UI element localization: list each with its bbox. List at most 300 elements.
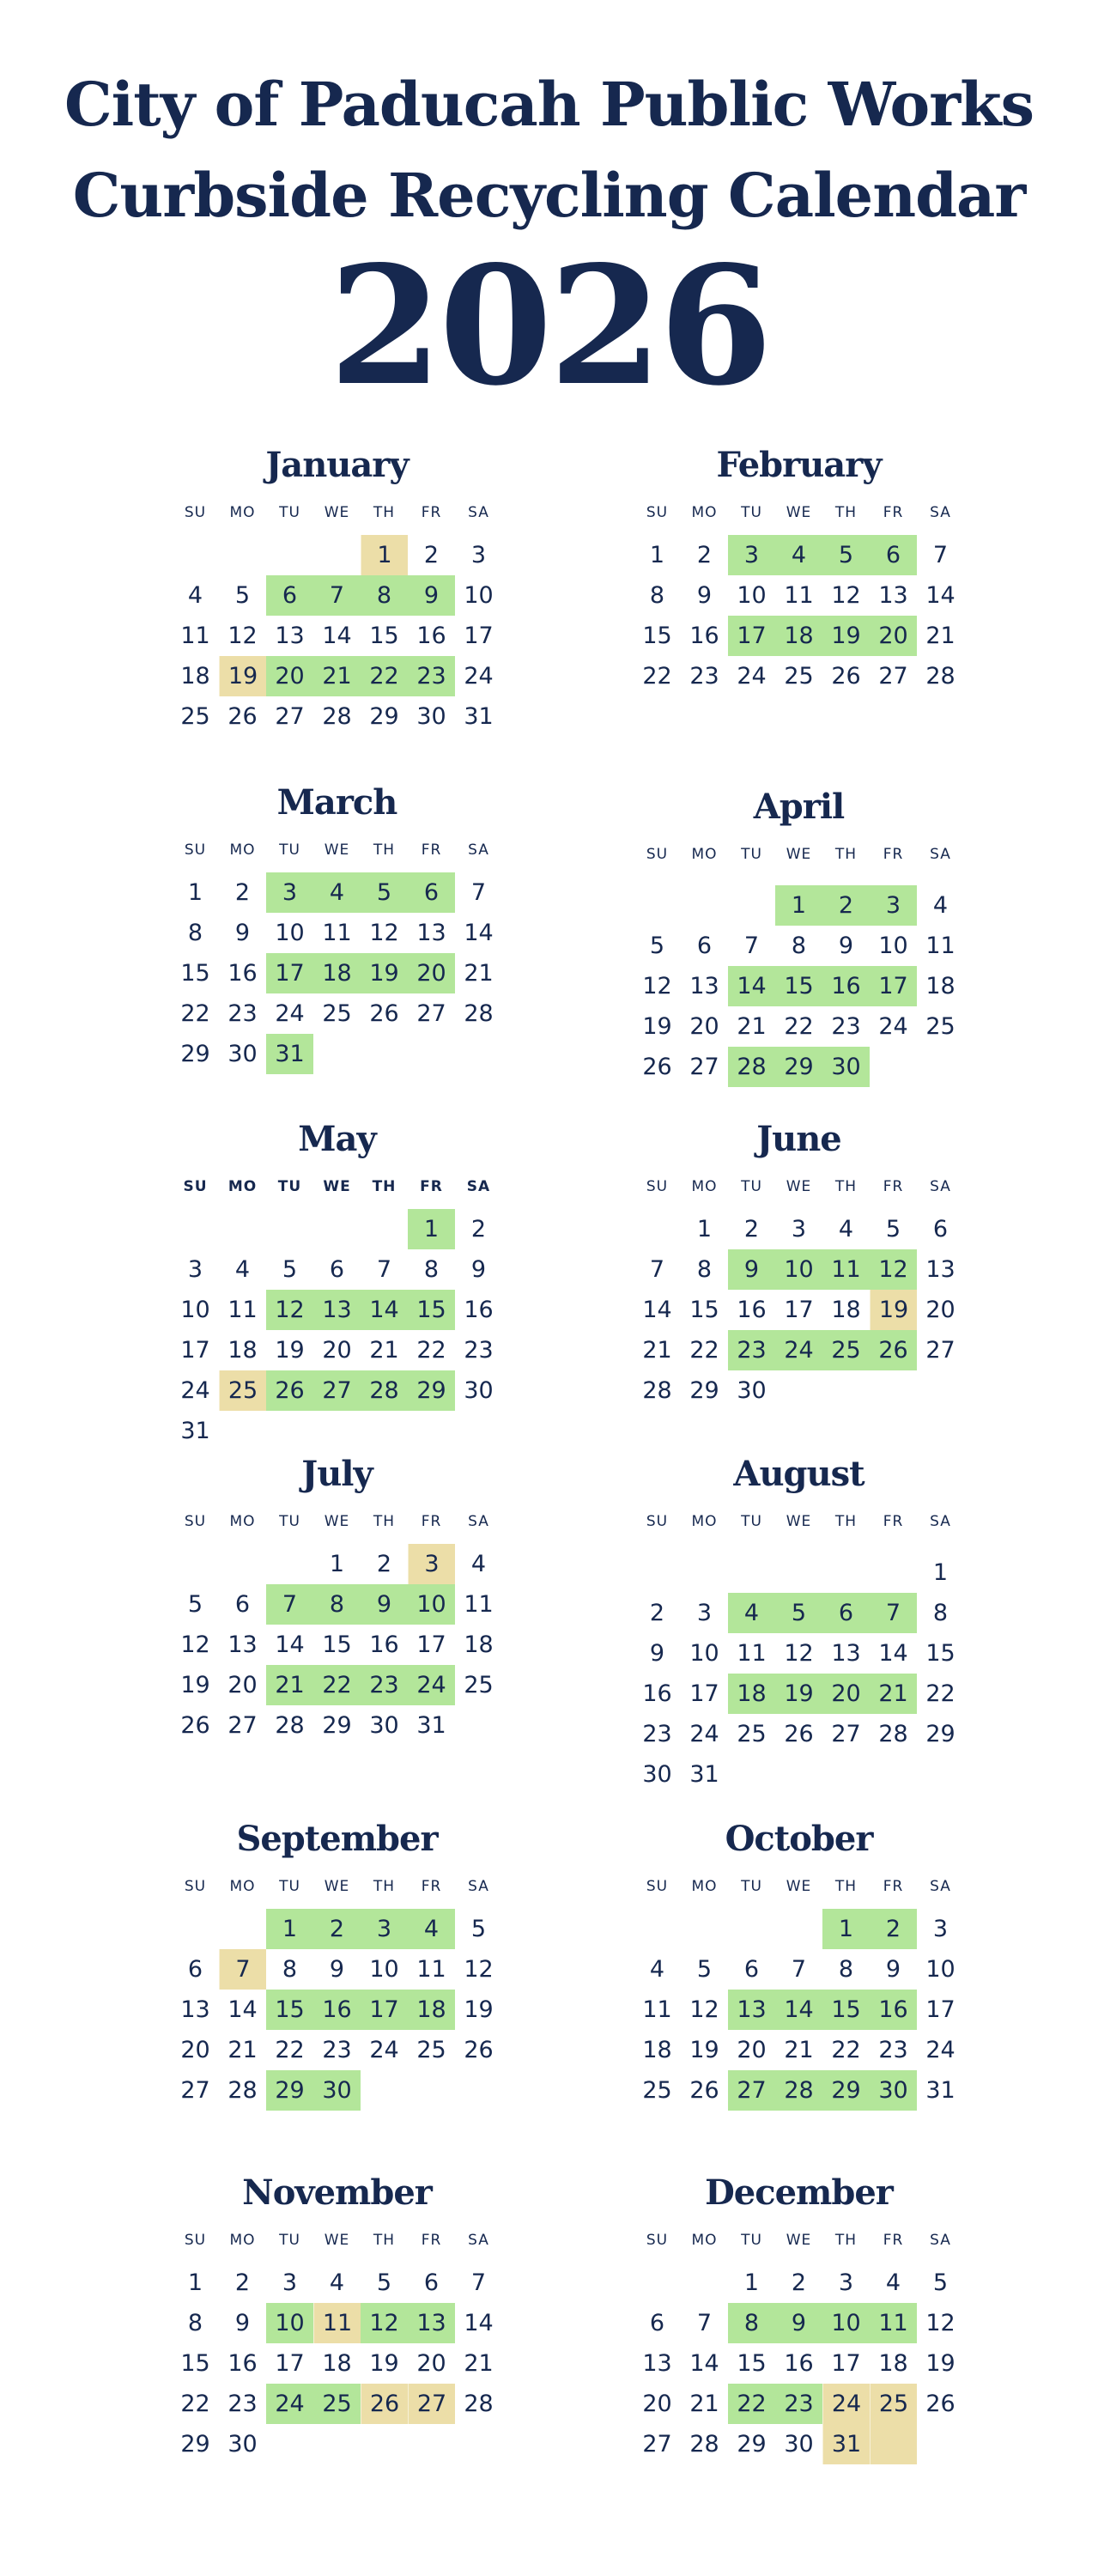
weekday-label: MO xyxy=(229,2232,256,2249)
pickup-day: 2 xyxy=(870,1909,917,1949)
weekday-label: TH xyxy=(373,2232,396,2249)
pickup-day: 26 xyxy=(870,1330,917,1370)
pickup-day: 14 xyxy=(728,966,775,1006)
pickup-day: 29 xyxy=(822,2070,870,2111)
calendar-day: 9 xyxy=(885,1955,901,1983)
calendar-day: 10 xyxy=(689,1639,719,1667)
pickup-day: 12 xyxy=(266,1290,313,1330)
weekday-label: SA xyxy=(468,841,489,859)
weekday-label: SU xyxy=(646,1878,669,1895)
weekday-label: TH xyxy=(834,846,858,863)
calendar-day: 18 xyxy=(227,1336,258,1364)
holiday-day: 24 xyxy=(822,2384,870,2424)
weekday-label: SU xyxy=(646,2232,669,2249)
calendar-day: 19 xyxy=(925,2349,955,2377)
calendar-day: 10 xyxy=(737,581,767,609)
pickup-day: 1 xyxy=(266,1909,313,1949)
calendar-day: 27 xyxy=(831,1720,861,1747)
calendar-day: 7 xyxy=(470,2269,487,2296)
weekday-label: SA xyxy=(468,2232,489,2249)
calendar-day: 27 xyxy=(416,999,446,1027)
calendar-day: 23 xyxy=(227,2390,258,2417)
calendar-day: 13 xyxy=(180,1996,210,2023)
weekday-label: SU xyxy=(184,2232,207,2249)
calendar-day: 15 xyxy=(180,959,210,987)
calendar-day: 18 xyxy=(831,1296,861,1323)
pickup-day: 1 xyxy=(822,1909,870,1949)
pickup-day: 10 xyxy=(822,2303,870,2343)
calendar-day: 25 xyxy=(322,999,352,1027)
calendar-day: 8 xyxy=(187,2309,203,2336)
calendar-day: 23 xyxy=(464,1336,494,1364)
calendar-day: 15 xyxy=(642,622,672,649)
calendar-day: 9 xyxy=(649,1639,665,1667)
pickup-day: 30 xyxy=(822,1047,870,1087)
calendar-day: 5 xyxy=(932,2269,949,2296)
calendar-day: 16 xyxy=(737,1296,767,1323)
pickup-day: 6 xyxy=(870,535,917,575)
pickup-day: 23 xyxy=(361,1665,408,1705)
calendar-day: 2 xyxy=(649,1599,665,1626)
calendar-day: 2 xyxy=(234,2269,251,2296)
calendar-day: 11 xyxy=(180,622,210,649)
pickup-day: 5 xyxy=(775,1593,822,1633)
calendar-day: 11 xyxy=(416,1955,446,1983)
calendar-day: 25 xyxy=(416,2036,446,2063)
calendar-day: 23 xyxy=(878,2036,908,2063)
calendar-day: 22 xyxy=(275,2036,305,2063)
weekday-label: TU xyxy=(741,1878,762,1895)
weekday-label: TU xyxy=(741,1178,762,1195)
calendar-day: 1 xyxy=(329,1550,345,1577)
pickup-day: 2 xyxy=(313,1909,361,1949)
weekday-label: TU xyxy=(741,846,762,863)
pickup-day: 1 xyxy=(775,885,822,926)
weekday-label: SA xyxy=(930,846,951,863)
calendar-day: 13 xyxy=(275,622,305,649)
calendar-day: 14 xyxy=(464,919,494,946)
calendar-day: 23 xyxy=(831,1012,861,1040)
pickup-day: 18 xyxy=(728,1674,775,1714)
calendar-day: 4 xyxy=(329,2269,345,2296)
calendar-day: 26 xyxy=(369,999,399,1027)
calendar-day: 10 xyxy=(369,1955,399,1983)
calendar-day: 20 xyxy=(180,2036,210,2063)
calendar-day: 9 xyxy=(234,2309,251,2336)
calendar-day: 20 xyxy=(925,1296,955,1323)
calendar-day: 12 xyxy=(689,1996,719,2023)
pickup-day: 19 xyxy=(822,616,870,656)
pickup-day: 8 xyxy=(728,2303,775,2343)
pickup-day: 25 xyxy=(313,2384,361,2424)
calendar-day: 11 xyxy=(737,1639,767,1667)
calendar-day: 12 xyxy=(784,1639,814,1667)
calendar-day: 27 xyxy=(925,1336,955,1364)
calendar-day: 17 xyxy=(831,2349,861,2377)
calendar-day: 14 xyxy=(464,2309,494,2336)
pickup-day: 24 xyxy=(775,1330,822,1370)
pickup-day: 24 xyxy=(408,1665,455,1705)
calendar-day: 11 xyxy=(784,581,814,609)
year-heading: 2026 xyxy=(329,230,769,422)
pickup-day: 22 xyxy=(361,656,408,696)
weekday-label: FR xyxy=(883,846,904,863)
calendar-day: 14 xyxy=(322,622,352,649)
calendar-day: 6 xyxy=(932,1215,949,1242)
calendar-day: 25 xyxy=(737,1720,767,1747)
calendar-day: 30 xyxy=(737,1376,767,1404)
pickup-day: 2 xyxy=(822,885,870,926)
calendar-day: 29 xyxy=(180,2430,210,2458)
calendar-day: 4 xyxy=(885,2269,901,2296)
calendar-day: 20 xyxy=(416,2349,446,2377)
calendar-day: 26 xyxy=(831,662,861,690)
weekday-label: MO xyxy=(691,1513,718,1530)
calendar-day: 1 xyxy=(649,541,665,568)
calendar-day: 29 xyxy=(369,702,399,730)
calendar-day: 3 xyxy=(838,2269,854,2296)
calendar-day: 22 xyxy=(831,2036,861,2063)
weekday-label: SA xyxy=(468,1513,489,1530)
calendar-day: 8 xyxy=(649,581,665,609)
calendar-day: 24 xyxy=(878,1012,908,1040)
calendar-day: 12 xyxy=(831,581,861,609)
pickup-day: 24 xyxy=(266,2384,313,2424)
calendar-day: 10 xyxy=(180,1296,210,1323)
pickup-day: 10 xyxy=(775,1249,822,1290)
weekday-label: SA xyxy=(930,1878,951,1895)
weekday-label: SA xyxy=(466,1178,491,1195)
pickup-day: 28 xyxy=(361,1370,408,1411)
month-name: April xyxy=(753,787,845,827)
calendar-day: 9 xyxy=(329,1955,345,1983)
weekday-label: SA xyxy=(468,1878,489,1895)
pickup-day: 22 xyxy=(728,2384,775,2424)
calendar-day: 9 xyxy=(696,581,713,609)
calendar-day: 26 xyxy=(784,1720,814,1747)
weekday-label: WE xyxy=(324,1878,350,1895)
title-line-2: Curbside Recycling Calendar xyxy=(72,160,1026,231)
weekday-label: WE xyxy=(786,1878,812,1895)
calendar-day: 20 xyxy=(642,2390,672,2417)
calendar-day: 4 xyxy=(470,1550,487,1577)
calendar-day: 27 xyxy=(878,662,908,690)
calendar-day: 12 xyxy=(369,919,399,946)
calendar-day: 23 xyxy=(227,999,258,1027)
calendar-day: 6 xyxy=(234,1590,251,1618)
calendar-day: 5 xyxy=(885,1215,901,1242)
calendar-day: 22 xyxy=(416,1336,446,1364)
month-name: August xyxy=(733,1454,864,1494)
pickup-day: 1 xyxy=(408,1209,455,1249)
weekday-label: WE xyxy=(323,1178,351,1195)
month-name: November xyxy=(242,2172,432,2213)
pickup-day: 14 xyxy=(775,1990,822,2030)
calendar-day: 21 xyxy=(784,2036,814,2063)
holiday-day: 19 xyxy=(219,656,266,696)
calendar-day: 7 xyxy=(470,878,487,906)
calendar-day: 27 xyxy=(642,2430,672,2458)
calendar-day: 19 xyxy=(180,1671,210,1698)
holiday-empty-cell xyxy=(870,2424,917,2464)
pickup-day: 4 xyxy=(313,872,361,913)
weekday-label: WE xyxy=(324,2232,350,2249)
calendar-day: 10 xyxy=(878,932,908,959)
pickup-day: 3 xyxy=(361,1909,408,1949)
weekday-label: MO xyxy=(691,504,718,521)
month-name: March xyxy=(276,782,397,823)
weekday-label: MO xyxy=(691,846,718,863)
calendar-day: 5 xyxy=(234,581,251,609)
pickup-day: 11 xyxy=(822,1249,870,1290)
calendar-day: 2 xyxy=(376,1550,392,1577)
pickup-day: 14 xyxy=(361,1290,408,1330)
pickup-day: 17 xyxy=(266,953,313,993)
calendar-day: 20 xyxy=(737,2036,767,2063)
calendar-day: 2 xyxy=(743,1215,760,1242)
calendar-day: 24 xyxy=(464,662,494,690)
calendar-day: 18 xyxy=(878,2349,908,2377)
calendar-day: 13 xyxy=(689,972,719,999)
calendar-day: 18 xyxy=(464,1631,494,1658)
calendar-day: 6 xyxy=(423,2269,440,2296)
calendar-day: 21 xyxy=(925,622,955,649)
weekday-label: SU xyxy=(646,846,669,863)
calendar-day: 21 xyxy=(464,959,494,987)
weekday-label: WE xyxy=(324,1513,350,1530)
calendar-day: 17 xyxy=(275,2349,305,2377)
calendar-day: 26 xyxy=(464,2036,494,2063)
calendar-day: 25 xyxy=(180,702,210,730)
calendar-day: 12 xyxy=(464,1955,494,1983)
weekday-label: SU xyxy=(646,1178,669,1195)
weekday-label: FR xyxy=(421,2232,442,2249)
calendar-day: 4 xyxy=(932,891,949,919)
weekday-label: FR xyxy=(883,504,904,521)
calendar-day: 16 xyxy=(689,622,719,649)
calendar-day: 3 xyxy=(696,1599,713,1626)
holiday-day: 7 xyxy=(219,1949,266,1990)
calendar-day: 26 xyxy=(227,702,258,730)
pickup-day: 29 xyxy=(775,1047,822,1087)
calendar-day: 8 xyxy=(282,1955,298,1983)
pickup-day: 6 xyxy=(408,872,455,913)
calendar-day: 29 xyxy=(737,2430,767,2458)
pickup-day: 19 xyxy=(775,1674,822,1714)
calendar-day: 6 xyxy=(743,1955,760,1983)
calendar-day: 6 xyxy=(187,1955,203,1983)
calendar-day: 17 xyxy=(416,1631,446,1658)
calendar-day: 5 xyxy=(282,1255,298,1283)
pickup-day: 9 xyxy=(361,1584,408,1625)
calendar-day: 2 xyxy=(470,1215,487,1242)
calendar-day: 26 xyxy=(642,1053,672,1080)
calendar-day: 24 xyxy=(737,662,767,690)
calendar-day: 2 xyxy=(791,2269,807,2296)
weekday-label: WE xyxy=(786,846,812,863)
title-line-1: City of Paducah Public Works xyxy=(64,69,1034,140)
calendar-day: 15 xyxy=(925,1639,955,1667)
pickup-day: 11 xyxy=(870,2303,917,2343)
calendar-day: 30 xyxy=(369,1711,399,1739)
pickup-day: 15 xyxy=(408,1290,455,1330)
pickup-day: 28 xyxy=(775,2070,822,2111)
weekday-label: MO xyxy=(229,1513,256,1530)
month-name: May xyxy=(298,1119,376,1159)
calendar-day: 28 xyxy=(227,2076,258,2104)
calendar-day: 24 xyxy=(369,2036,399,2063)
calendar-day: 11 xyxy=(642,1996,672,2023)
calendar-day: 8 xyxy=(932,1599,949,1626)
calendar-day: 11 xyxy=(227,1296,258,1323)
calendar-day: 13 xyxy=(642,2349,672,2377)
calendar-day: 6 xyxy=(649,2309,665,2336)
pickup-day: 21 xyxy=(266,1665,313,1705)
pickup-day: 13 xyxy=(728,1990,775,2030)
calendar-day: 24 xyxy=(689,1720,719,1747)
calendar-day: 23 xyxy=(689,662,719,690)
calendar-day: 28 xyxy=(464,999,494,1027)
calendar-day: 22 xyxy=(925,1680,955,1707)
calendar-day: 7 xyxy=(696,2309,713,2336)
weekday-label: TU xyxy=(741,504,762,521)
weekday-label: FR xyxy=(883,1513,904,1530)
calendar-day: 26 xyxy=(689,2076,719,2104)
calendar-day: 15 xyxy=(322,1631,352,1658)
calendar-day: 19 xyxy=(689,2036,719,2063)
weekday-label: TU xyxy=(279,1513,300,1530)
holiday-day: 3 xyxy=(408,1544,455,1584)
holiday-day: 19 xyxy=(870,1290,917,1330)
weekday-label: FR xyxy=(421,1878,442,1895)
pickup-day: 16 xyxy=(870,1990,917,2030)
holiday-day: 25 xyxy=(219,1370,266,1411)
calendar-day: 29 xyxy=(180,1040,210,1067)
weekday-label: TU xyxy=(277,1178,302,1195)
pickup-day: 3 xyxy=(728,535,775,575)
calendar-day: 7 xyxy=(743,932,760,959)
calendar-day: 3 xyxy=(470,541,487,568)
pickup-day: 28 xyxy=(728,1047,775,1087)
pickup-day: 3 xyxy=(266,872,313,913)
calendar-day: 25 xyxy=(464,1671,494,1698)
calendar-day: 15 xyxy=(369,622,399,649)
calendar-day: 5 xyxy=(376,2269,392,2296)
calendar-day: 4 xyxy=(234,1255,251,1283)
calendar-day: 19 xyxy=(369,2349,399,2377)
calendar-day: 6 xyxy=(696,932,713,959)
weekday-label: MO xyxy=(691,2232,718,2249)
weekday-label: SA xyxy=(930,2232,951,2249)
calendar-day: 1 xyxy=(696,1215,713,1242)
weekday-label: FR xyxy=(421,841,442,859)
weekday-label: TU xyxy=(741,2232,762,2249)
month-name: December xyxy=(705,2172,893,2213)
pickup-day: 30 xyxy=(870,2070,917,2111)
calendar-day: 10 xyxy=(275,919,305,946)
weekday-label: WE xyxy=(786,1513,812,1530)
calendar-day: 18 xyxy=(180,662,210,690)
weekday-label: TH xyxy=(373,1513,396,1530)
pickup-day: 27 xyxy=(313,1370,361,1411)
calendar-day: 24 xyxy=(275,999,305,1027)
calendar-day: 16 xyxy=(784,2349,814,2377)
weekday-label: TU xyxy=(279,1878,300,1895)
weekday-label: SU xyxy=(184,1513,207,1530)
pickup-day: 7 xyxy=(313,575,361,616)
calendar-day: 22 xyxy=(180,2390,210,2417)
pickup-day: 30 xyxy=(313,2070,361,2111)
pickup-day: 17 xyxy=(870,966,917,1006)
calendar-day: 14 xyxy=(275,1631,305,1658)
calendar-day: 30 xyxy=(642,1760,672,1788)
weekday-label: FR xyxy=(421,1513,442,1530)
calendar-day: 16 xyxy=(642,1680,672,1707)
calendar-day: 9 xyxy=(838,932,854,959)
calendar-day: 10 xyxy=(925,1955,955,1983)
month-name: October xyxy=(725,1819,873,1859)
calendar-day: 14 xyxy=(689,2349,719,2377)
calendar-day: 14 xyxy=(925,581,955,609)
weekday-label: SA xyxy=(468,504,489,521)
calendar-day: 20 xyxy=(227,1671,258,1698)
calendar-day: 6 xyxy=(329,1255,345,1283)
pickup-day: 29 xyxy=(266,2070,313,2111)
calendar-day: 4 xyxy=(649,1955,665,1983)
month-name: February xyxy=(716,445,882,485)
month-name: January xyxy=(265,445,409,485)
weekday-label: TH xyxy=(373,1878,396,1895)
weekday-label: MO xyxy=(691,1178,718,1195)
calendar-day: 7 xyxy=(932,541,949,568)
calendar-day: 21 xyxy=(227,2036,258,2063)
calendar-day: 21 xyxy=(369,1336,399,1364)
calendar-day: 14 xyxy=(227,1996,258,2023)
calendar-day: 25 xyxy=(642,2076,672,2104)
calendar-day: 11 xyxy=(464,1590,494,1618)
calendar-day: 30 xyxy=(227,2430,258,2458)
calendar-day: 17 xyxy=(464,622,494,649)
weekday-label: MO xyxy=(229,504,256,521)
weekday-label: WE xyxy=(786,504,812,521)
calendar-day: 1 xyxy=(187,2269,203,2296)
calendar-day: 20 xyxy=(322,1336,352,1364)
weekday-label: TU xyxy=(741,1513,762,1530)
pickup-day: 4 xyxy=(775,535,822,575)
calendar-day: 5 xyxy=(470,1915,487,1942)
pickup-day: 6 xyxy=(266,575,313,616)
calendar-day: 3 xyxy=(791,1215,807,1242)
calendar-day: 12 xyxy=(642,972,672,999)
calendar-day: 27 xyxy=(227,1711,258,1739)
weekday-label: TH xyxy=(372,1178,397,1195)
calendar-day: 31 xyxy=(464,702,494,730)
calendar-day: 31 xyxy=(416,1711,446,1739)
calendar-day: 13 xyxy=(227,1631,258,1658)
holiday-day: 1 xyxy=(361,535,408,575)
holiday-day: 27 xyxy=(408,2384,455,2424)
holiday-day: 11 xyxy=(313,2303,361,2343)
calendar-day: 8 xyxy=(187,919,203,946)
pickup-day: 4 xyxy=(408,1909,455,1949)
calendar-day: 5 xyxy=(187,1590,203,1618)
weekday-label: TH xyxy=(834,1878,858,1895)
pickup-day: 15 xyxy=(775,966,822,1006)
calendar-day: 30 xyxy=(784,2430,814,2458)
calendar-day: 3 xyxy=(932,1915,949,1942)
weekday-label: MO xyxy=(691,1878,718,1895)
pickup-day: 23 xyxy=(775,2384,822,2424)
